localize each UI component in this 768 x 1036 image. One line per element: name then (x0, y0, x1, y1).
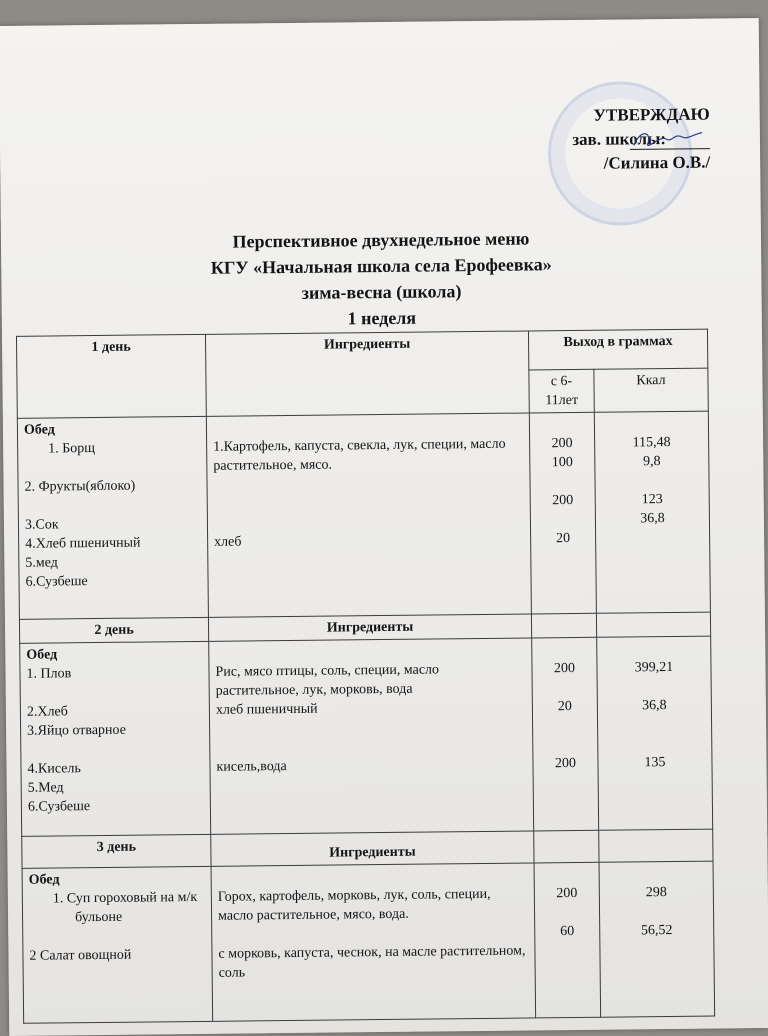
day2-header-empty-2 (596, 612, 710, 637)
day3-grams-cell (534, 862, 601, 1018)
day3-menu-cell (22, 866, 213, 1023)
day3-item-2: 2 Салат овощной (29, 947, 132, 964)
day2-meal: Обед (26, 647, 58, 663)
day2-menu-cell (20, 641, 211, 836)
day1-grams-3: 200 (552, 493, 574, 509)
day2-grams-3: 200 (554, 756, 577, 772)
table-row-day1 (17, 411, 710, 619)
header-yield: Выход в граммах (528, 329, 707, 370)
day3-kcal-1: 298 (645, 885, 667, 901)
day1-kcal-1: 115,48 (632, 434, 671, 451)
day2-grams-2: 20 (557, 699, 572, 715)
day2-header-empty-1 (531, 613, 596, 638)
header-ingredients: Ингредиенты (205, 331, 529, 416)
day2-label: 2 день (19, 617, 208, 643)
day1-item-3: 3.Сок (24, 517, 59, 533)
day2-item-6: 6.Сузбеше (27, 799, 91, 815)
day2-grams-1: 200 (553, 661, 576, 677)
day2-kcal-2: 36,8 (642, 698, 667, 714)
title-line-2: КГУ «Начальная школа села Ерофеевка» (210, 254, 552, 278)
day1-item-2: 2. Фрукты(яблоко) (24, 478, 136, 495)
header-day1: 1 день (16, 334, 206, 418)
day2-ingredient-2: хлеб пшеничный (215, 701, 318, 718)
day3-ingredients-cell (211, 863, 536, 1021)
day1-kcal-cell (594, 411, 710, 613)
day2-item-3: 3.Яйцо отварное (27, 722, 126, 739)
day1-item-6: 6.Сузбеше (25, 574, 88, 590)
day1-ingredient-1: 1.Картофель, капуста, свекла, лук, специи, масло растительное, мясо. (213, 436, 506, 474)
day2-kcal-cell (597, 636, 713, 830)
day3-item-1: 1. Суп гороховый на м/к бульоне (52, 889, 198, 926)
day1-item-1: 1. Борщ (48, 441, 96, 457)
day1-grams-1: 200 (551, 436, 573, 452)
day2-item-5: 5.Мед (27, 780, 64, 796)
table-row-day3 (22, 861, 715, 1023)
header-age: с 6-11лет (529, 369, 594, 413)
day2-ingredient-1: Рис, мясо птицы, соль, специи, масло растительное, лук, морковь, вода (215, 662, 440, 699)
day3-kcal-2: 56,52 (640, 923, 673, 939)
day1-item-5: 5.мед (25, 555, 58, 571)
day1-grams-2: 100 (551, 455, 573, 471)
day1-meal: Обед (23, 422, 55, 438)
day2-ingredient-3: кисель,вода (216, 759, 287, 775)
menu-table (16, 329, 715, 1024)
day3-kcal-cell (599, 861, 715, 1017)
day1-kcal-4: 36,8 (640, 511, 665, 527)
document-title (1, 223, 762, 335)
signature (630, 127, 710, 154)
day2-kcal-3: 135 (644, 755, 666, 771)
day3-grams-1: 200 (556, 885, 578, 902)
day3-ingredients-header: Ингредиенты (211, 831, 534, 866)
table-row-day2 (20, 636, 713, 836)
day3-ingredient-1: Горох, картофель, морковь, лук, соль, специи, (217, 886, 491, 905)
approval-signer: /Силина О.В./ (603, 152, 711, 173)
day1-menu-cell (17, 416, 208, 619)
title-line-1: Перспективное двухнедельное меню (232, 228, 530, 252)
day2-grams-cell (532, 637, 599, 831)
day3-ingredient-3: с морковь, капуста, чеснок, на масле растительном, соль (218, 943, 526, 981)
day3-header-empty-1 (534, 830, 599, 863)
day1-item-4: 4.Хлеб пшеничный (25, 535, 141, 552)
day3-ingredient-2: масло растительное, мясо, вода. (217, 906, 409, 924)
title-line-3: зима-весна (школа) (301, 281, 462, 303)
day2-item-4: 4.Кисель (27, 761, 81, 777)
day3-label: 3 день (22, 834, 211, 868)
day3-header-empty-2 (599, 829, 713, 862)
title-line-4: 1 неделя (347, 307, 417, 329)
day1-kcal-3: 123 (641, 492, 663, 508)
day1-grams-cell (529, 412, 596, 614)
day1-kcal-2: 9,8 (643, 454, 661, 470)
day2-item-1: 1. Плов (26, 666, 72, 682)
day1-grams-4: 20 (556, 531, 571, 547)
day1-ingredients-cell (206, 413, 531, 617)
day2-kcal-1: 399,21 (634, 659, 674, 676)
approval-title: УТВЕРЖДАЮ (593, 104, 710, 125)
day2-ingredients-header: Ингредиенты (208, 614, 531, 641)
approval-position: зав. школы: (572, 129, 667, 150)
day3-meal: Обед (28, 872, 60, 888)
day1-ingredient-2: хлеб (214, 534, 242, 550)
header-kcal: Ккал (594, 368, 708, 412)
day2-ingredients-cell (209, 638, 534, 834)
day3-grams-2: 60 (560, 924, 575, 940)
document-page (0, 18, 768, 1036)
day2-item-2: 2.Хлеб (26, 704, 68, 720)
